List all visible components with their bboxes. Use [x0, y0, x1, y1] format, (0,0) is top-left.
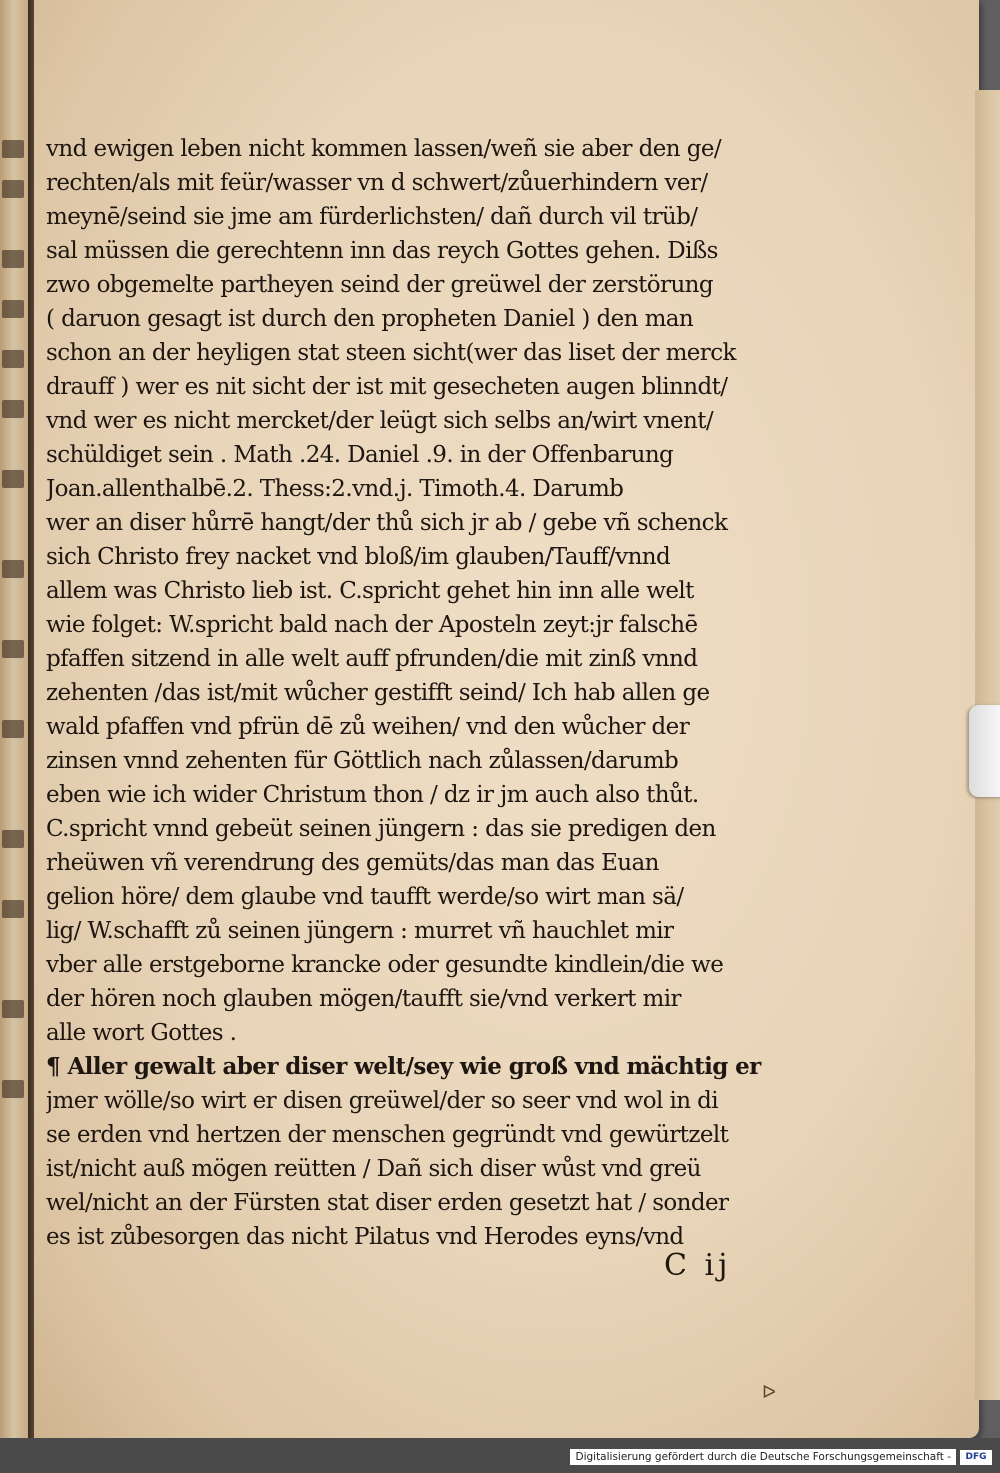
- text-line: eben wie ich wider Christum thon / dz ir jm auch also thůt.: [46, 782, 699, 808]
- previous-page-fragment: [2, 300, 24, 318]
- previous-page-fragment: [2, 1000, 24, 1018]
- text-line: gelion höre/ dem glaube vnd taufft werde/so wirt man sä/: [46, 884, 684, 910]
- text-line: sich Christo frey nacket vnd bloß/im glauben/Tauff/vnnd: [46, 544, 671, 570]
- previous-page-fragment: [2, 180, 24, 198]
- text-line: zinsen vnnd zehenten für Göttlich nach zůlassen/darumb: [46, 748, 679, 774]
- book-page: [34, 0, 979, 1438]
- text-line: drauff ) wer es nit sicht der ist mit gesecheten augen blinndt/: [46, 374, 728, 400]
- text-line: jmer wölle/so wirt er disen greüwel/der so seer vnd wol in di: [46, 1088, 719, 1114]
- footer-bar: [0, 1438, 1000, 1473]
- text-line: zehenten /das ist/mit wůcher gestifft seind/ Ich hab allen ge: [46, 680, 710, 706]
- previous-page-fragment: [2, 830, 24, 848]
- corner-mark: ᐅ: [762, 1382, 776, 1403]
- previous-page-fragment: [2, 1080, 24, 1098]
- signature-mark: C ij: [664, 1248, 732, 1283]
- text-line: se erden vnd hertzen der menschen gegründt vnd gewürtzelt: [46, 1122, 729, 1148]
- text-line: alle wort Gottes .: [46, 1020, 237, 1046]
- text-line-paragraph: ¶ Aller gewalt aber diser welt/sey wie groß vnd mächtig er: [46, 1053, 761, 1080]
- text-line: rechten/als mit feür/wasser vn d schwert/zůuerhindern ver/: [46, 170, 708, 196]
- text-line: wel/nicht an der Fürsten stat diser erden gesetzt hat / sonder: [46, 1190, 729, 1216]
- text-line: schon an der heyligen stat steen sicht(wer das liset der merck: [46, 340, 736, 366]
- previous-page-fragment: [2, 350, 24, 368]
- text-line: ( daruon gesagt ist durch den propheten Daniel ) den man: [46, 306, 694, 332]
- text-line: schüldiget sein . Math .24. Daniel .9. in der Offenbarung: [46, 442, 674, 468]
- previous-page-fragment: [2, 470, 24, 488]
- text-line: meynē/seind sie jme am fürderlichsten/ dañ durch vil trüb/: [46, 204, 698, 230]
- text-line: allem was Christo lieb ist. C.spricht gehet hin inn alle welt: [46, 578, 694, 604]
- text-line: ist/nicht auß mögen reütten / Dañ sich diser wůst vnd greü: [46, 1156, 701, 1182]
- text-line: wald pfaffen vnd pfrün dē zů weihen/ vnd den wůcher der: [46, 714, 690, 740]
- text-line: sal müssen die gerechtenn inn das reych Gottes gehen. Dißs: [46, 238, 718, 264]
- text-line: vnd ewigen leben nicht kommen lassen/weñ sie aber den ge/: [46, 136, 721, 162]
- page-clip: [969, 705, 1000, 797]
- previous-page-fragment: [2, 560, 24, 578]
- text-line: C.spricht vnnd gebeüt seinen jüngern : das sie predigen den: [46, 816, 716, 842]
- previous-page-fragment: [2, 640, 24, 658]
- digitization-credit: Digitalisierung gefördert durch die Deutsche Forschungsgemeinschaft -: [570, 1449, 956, 1465]
- previous-page-fragment: [2, 400, 24, 418]
- dfg-logo: DFG: [960, 1450, 992, 1465]
- previous-page-fragment: [2, 250, 24, 268]
- text-line: wer an diser hůrrē hangt/der thů sich jr ab / gebe vñ schenck: [46, 510, 728, 536]
- text-line: zwo obgemelte partheyen seind der greüwel der zerstörung: [46, 272, 714, 298]
- previous-page-fragment: [2, 720, 24, 738]
- text-line: lig/ W.schafft zů seinen jüngern : murret vñ hauchlet mir: [46, 918, 674, 944]
- text-line: es ist zůbesorgen das nicht Pilatus vnd Herodes eyns/vnd: [46, 1224, 684, 1250]
- text-line: der hören noch glauben mögen/taufft sie/vnd verkert mir: [46, 986, 681, 1012]
- previous-page-fragment: [2, 140, 24, 158]
- text-line: vber alle erstgeborne krancke oder gesundte kindlein/die we: [46, 952, 724, 978]
- text-line: pfaffen sitzend in alle welt auff pfrunden/die mit zinß vnnd: [46, 646, 698, 672]
- page-text: [46, 132, 806, 1254]
- previous-page-edge: [0, 0, 30, 1473]
- text-line: vnd wer es nicht mercket/der leügt sich selbs an/wirt vnent/: [46, 408, 713, 434]
- text-line: wie folget: W.spricht bald nach der Aposteln zeyt:jr falschē: [46, 612, 698, 638]
- previous-page-fragment: [2, 900, 24, 918]
- text-line: rheüwen vñ verendrung des gemüts/das man das Euan: [46, 850, 659, 876]
- text-line: Joan.allenthalbē.2. Thess:2.vnd.j. Timoth.4. Darumb: [46, 476, 624, 502]
